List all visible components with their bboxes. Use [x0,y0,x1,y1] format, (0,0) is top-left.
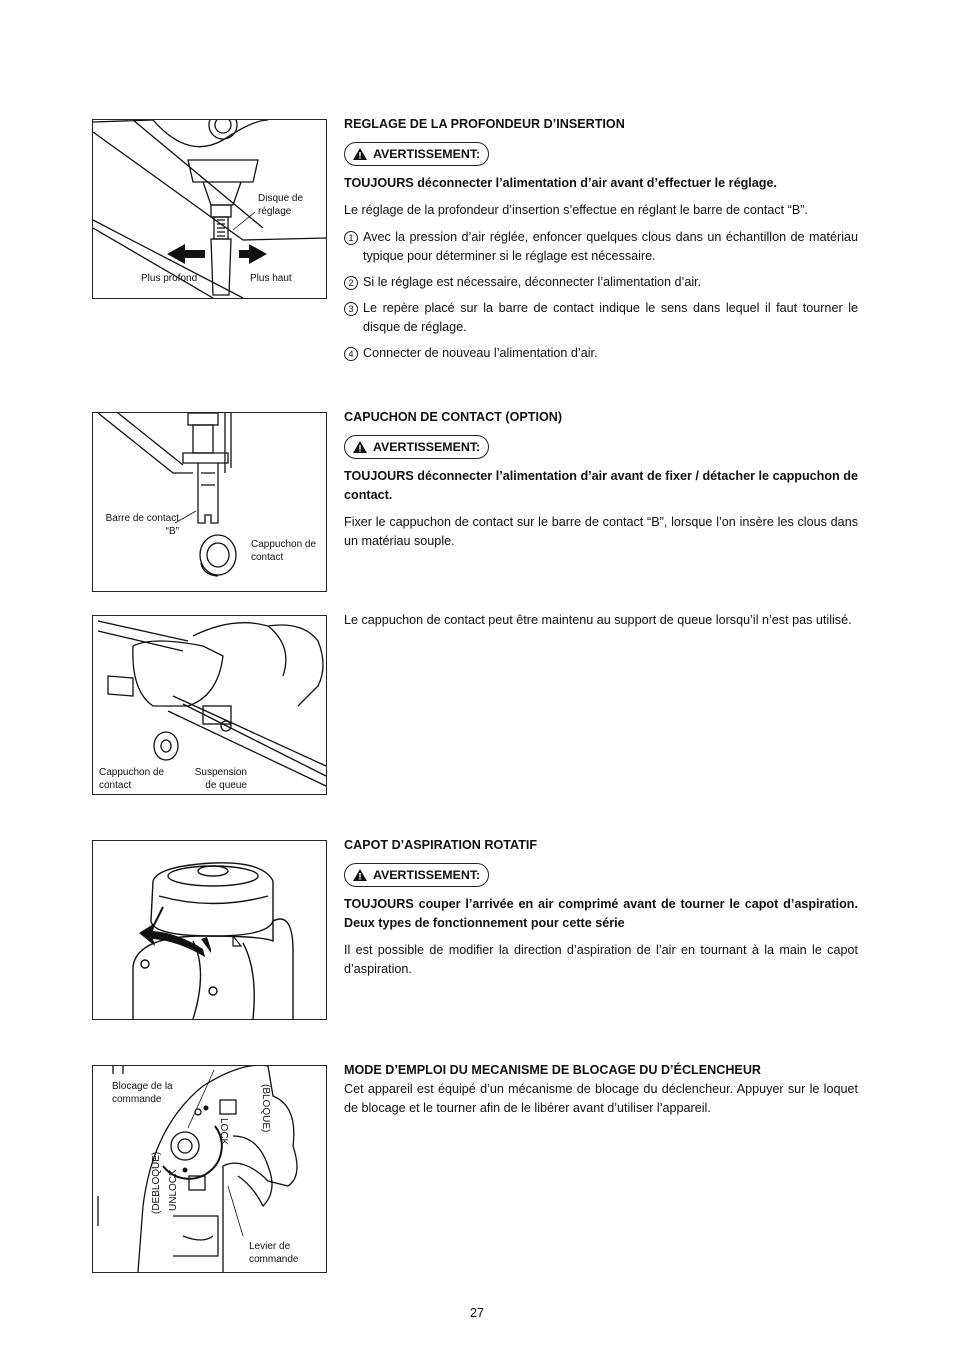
step-text: Le repère placé sur la barre de contact indique le sens dans lequel il faut tourner le disque de réglage. [363,301,858,334]
figure-exhaust-cover [92,840,327,1020]
step-text: Si le réglage est nécessaire, déconnecter l’alimentation d’air. [363,275,702,289]
body-text: Il est possible de modifier la direction d’aspiration de l’air en tournant à la main le capot d’aspiration. [344,943,858,976]
section-title: CAPUCHON DE CONTACT (OPTION) [344,410,563,424]
figure-trigger-lock [92,1065,327,1273]
figure-contact-cap [92,412,327,592]
warning-label: AVERTISSEMENT: [373,439,481,454]
label-trigger: Levier de commande [249,1241,299,1265]
warning-badge [344,142,489,166]
body-text: Cet appareil est équipé d’un mécanisme de blocage du déclencheur. Appuyer sur le loquet de blocage et le tourner afin de le libérer avant d’utiliser l’appareil. [344,1082,858,1115]
contact-cap-illustration [93,413,326,591]
figure-depth-adjustment [92,119,327,299]
warning-text: TOUJOURS déconnecter l’alimentation d’air avant de fixer / détacher le cappuchon de contact. [344,469,858,502]
step-item [344,299,858,337]
label-disc: Disque de réglage [258,193,304,217]
step-item [344,228,858,266]
warning-text: TOUJOURS déconnecter l’alimentation d’air avant d’effectuer le réglage. [344,176,777,190]
label-deeper: Plus profond [141,273,198,284]
page-number: 27 [469,1306,484,1320]
step-number: 1 [344,231,358,245]
section-cap [344,408,858,559]
label-tail-hanger: Suspension de queue [194,767,247,791]
label-shallower: Plus haut [250,273,292,284]
step-text: Connecter de nouveau l’alimentation d’air. [363,346,598,360]
warning-icon [353,869,367,881]
step-item [344,273,858,292]
section-exhaust [344,836,858,987]
step-text: Avec la pression d’air réglée, enfoncer quelques clous dans un échantillon de matériau typique pour déterminer si le réglage est nécessaire. [363,230,858,263]
figure-tail-hanger [92,615,327,795]
label-unlock-fr: (DEBLOQUE) [151,1151,162,1214]
section-lock [344,1061,858,1126]
step-number: 2 [344,276,358,290]
label-holder-cap: Cappuchon de contact [99,767,165,791]
step-number: 4 [344,347,358,361]
label-contact-cap: Cappuchon de contact [251,539,317,563]
exhaust-cover-illustration [93,841,326,1019]
section-title: REGLAGE DE LA PROFONDEUR D’INSERTION [344,117,625,131]
warning-label: AVERTISSEMENT: [373,867,481,882]
warning-badge [344,435,489,459]
section-title: CAPOT D’ASPIRATION ROTATIF [344,838,538,852]
intro-text: Le réglage de la profondeur d’insertion s’effectue en réglant le barre de contact “B”. [344,203,808,217]
step-number: 3 [344,302,358,316]
warning-badge [344,863,489,887]
warning-label: AVERTISSEMENT: [373,146,481,161]
section-depth [344,115,858,370]
label-unlock: UNLOCK [168,1169,179,1211]
label-lock-knob: Blocage de la commande [112,1081,173,1105]
body-text: Fixer le cappuchon de contact sur le barre de contact “B”, lorsque l’on insère les clous dans un matériau souple. [344,515,858,548]
label-lock: LOCK [218,1118,229,1146]
warning-icon [353,441,367,453]
label-lock-fr: (BLOQUE) [260,1084,271,1133]
section-holder [344,611,858,638]
warning-icon [353,148,367,160]
step-item [344,344,858,363]
section-title: MODE D’EMPLOI DU MECANISME DE BLOCAGE DU D’ÉCLENCHEUR [344,1063,762,1077]
body-text: Le cappuchon de contact peut être maintenu au support de queue lorsqu’il n’est pas utilisé. [344,613,852,627]
warning-text: TOUJOURS couper l’arrivée en air comprimé avant de tourner le capot d’aspiration. Deux types de fonctionnement pour cette série [344,897,858,930]
label-contact-bar: Barre de contact “B” [105,513,179,537]
